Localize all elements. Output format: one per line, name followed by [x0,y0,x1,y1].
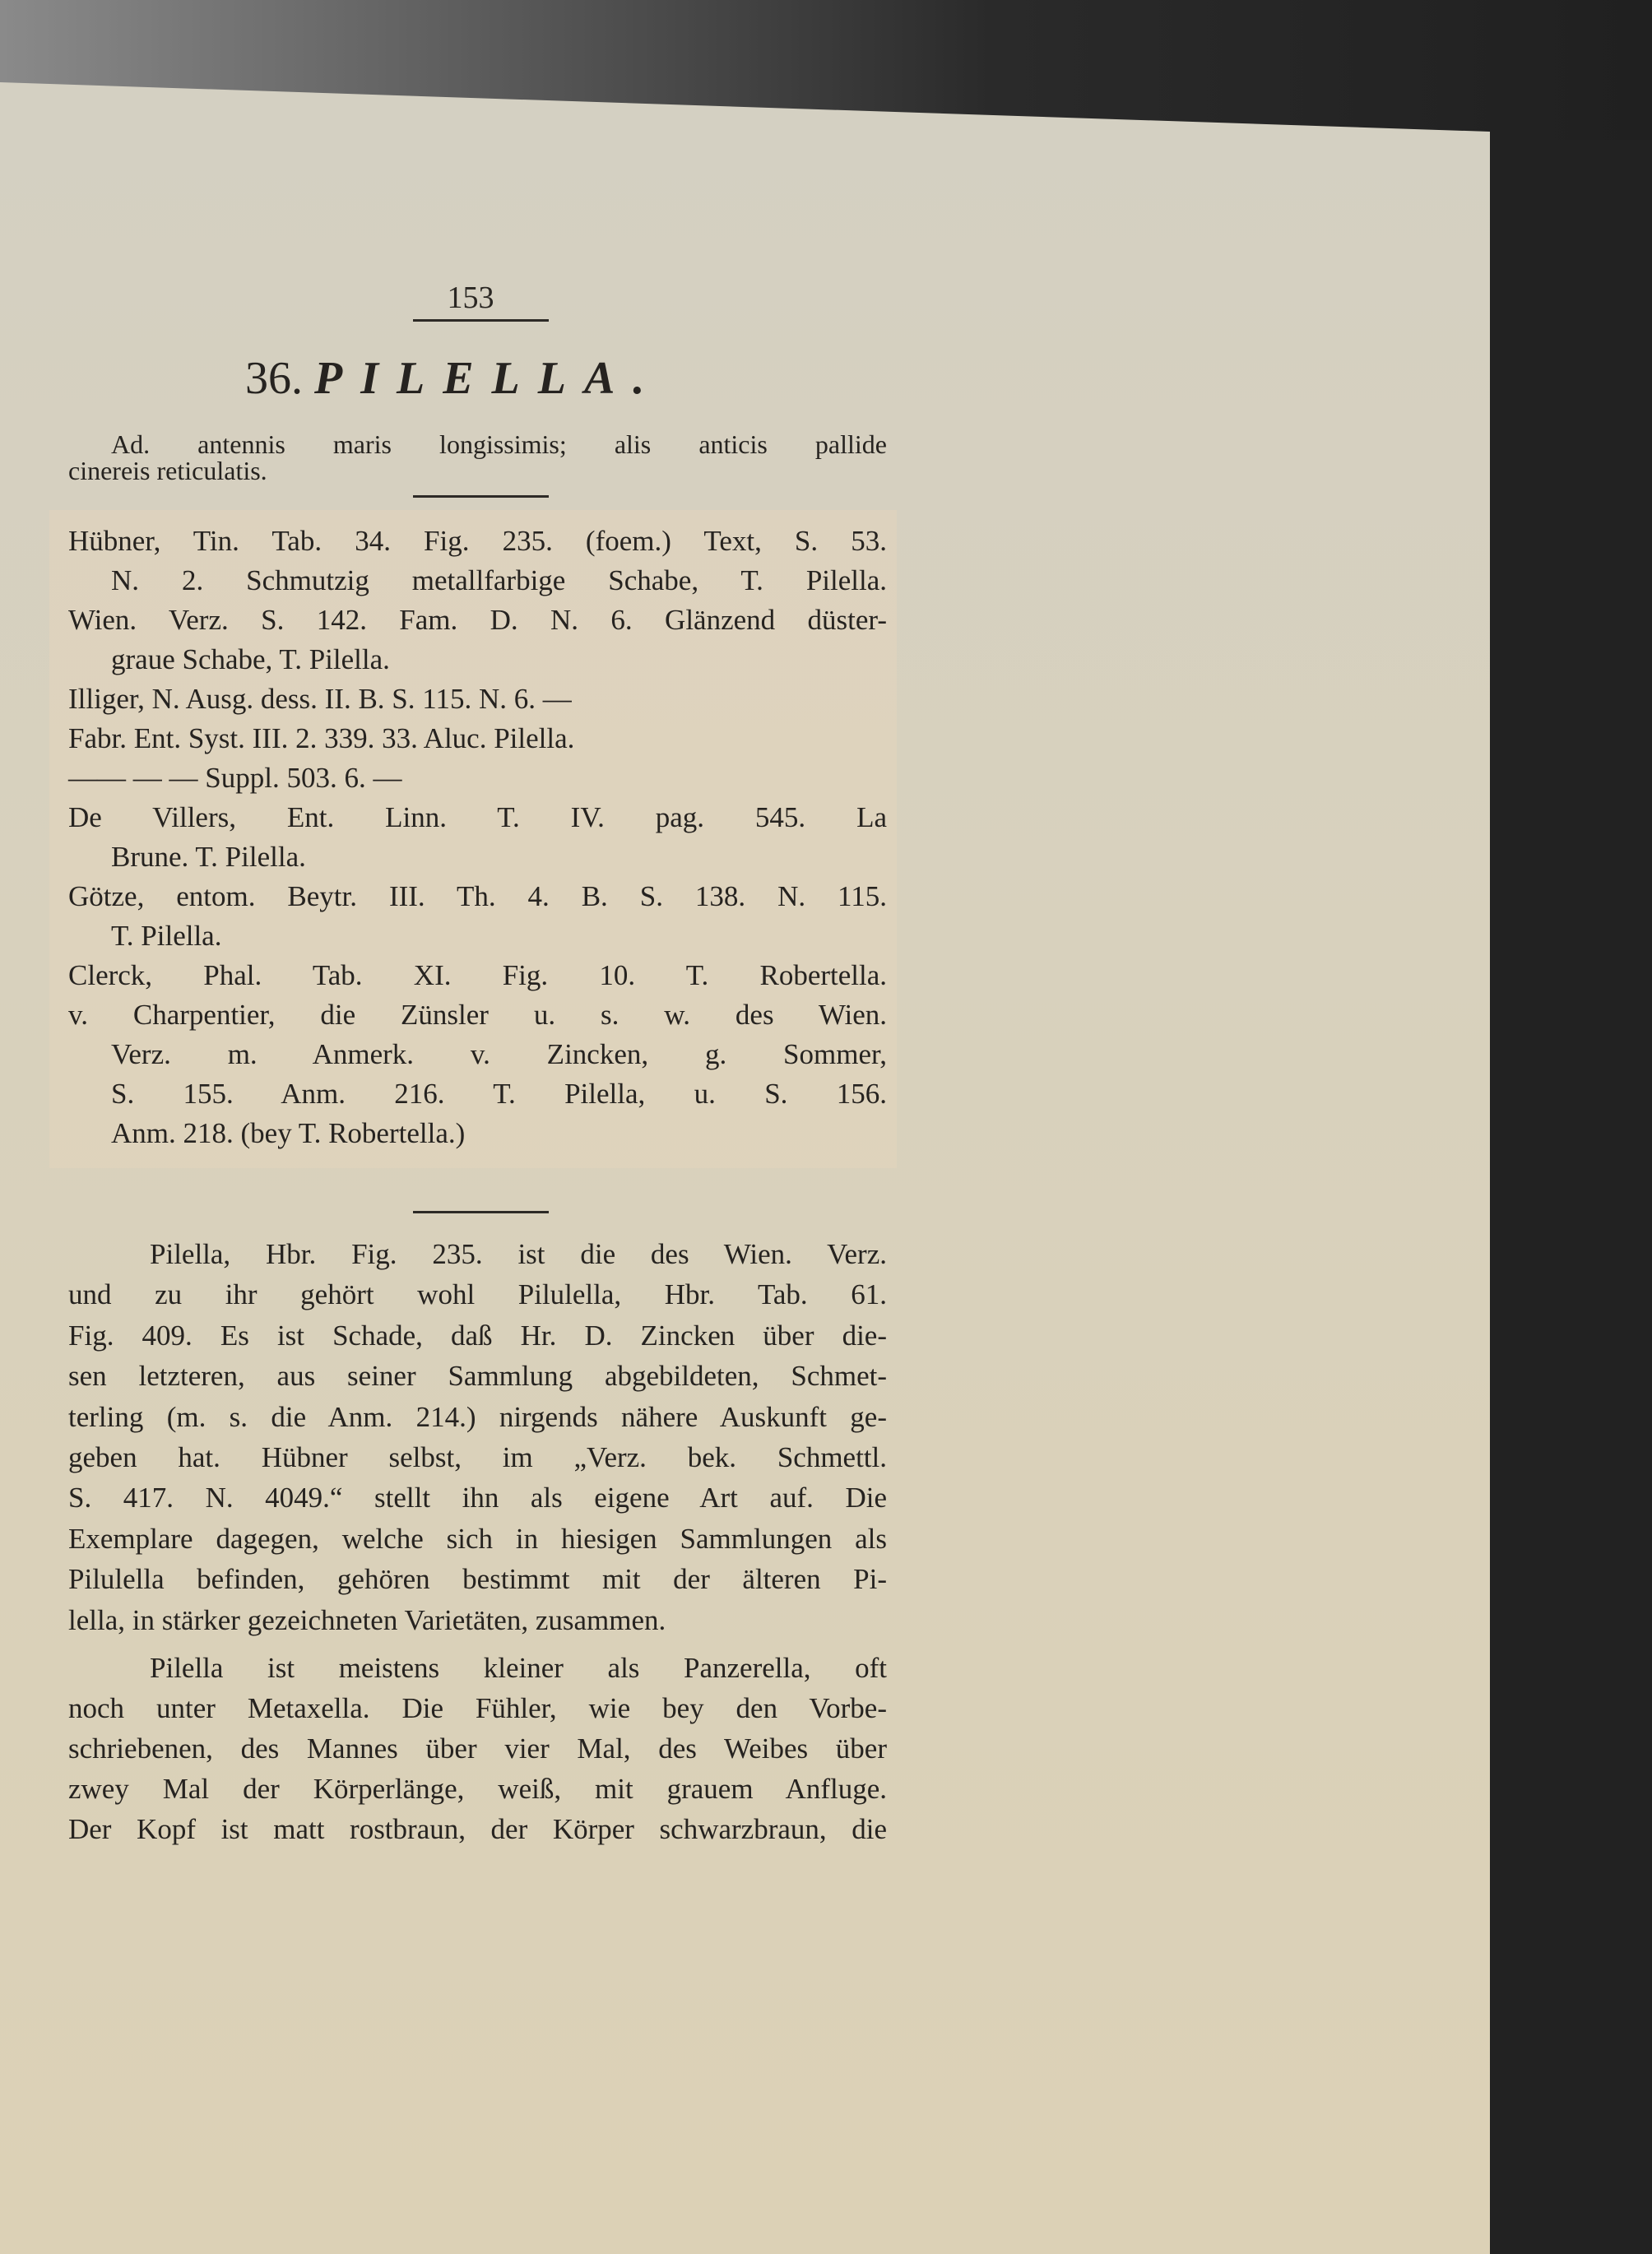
text-line: Fig. 409. Es ist Schade, daß Hr. D. Zincken über die- [68,1319,887,1352]
text-line: geben hat. Hübner selbst, im „Verz. bek. Schmettl. [68,1441,887,1473]
page-number-rule [413,319,549,322]
text-line: Pilulella befinden, gehören bestimmt mit der älteren Pi- [68,1563,887,1596]
text-line: und zu ihr gehört wohl Pilulella, Hbr. Tab. 61. [68,1278,887,1311]
book-page [0,82,1490,2254]
reference-line: graue Schabe, T. Pilella. [111,643,390,675]
reference-line: N. 2. Schmutzig metallfarbige Schabe, T. Pilella. [111,564,887,596]
reference-line: Anm. 218. (bey T. Robertella.) [111,1117,466,1149]
text-line: noch unter Metaxella. Die Fühler, wie bey den Vorbe- [68,1692,887,1724]
diagnosis-line: cinereis reticulatis. [68,456,267,485]
reference-line: Hübner, Tin. Tab. 34. Fig. 235. (foem.) Text, S. 53. [68,525,887,557]
reference-line: T. Pilella. [111,920,222,952]
text-line: Exemplare dagegen, welche sich in hiesigen Sammlungen als [68,1522,887,1555]
text-line: Pilella ist meistens kleiner als Panzerella, oft [150,1652,887,1684]
diagnosis-line: Ad. antennis maris longissimis; alis anticis pallide [111,429,887,459]
text-line: Der Kopf ist matt rostbraun, der Körper schwarzbraun, die [68,1813,887,1845]
section-rule [413,495,549,498]
text-line: S. 417. N. 4049.“ stellt ihn als eigene Art auf. Die [68,1482,887,1514]
reference-line: Wien. Verz. S. 142. Fam. D. N. 6. Glänzend düster- [68,604,887,636]
text-line: schriebenen, des Mannes über vier Mal, des Weibes über [68,1732,887,1765]
page-number: 153 [447,281,494,315]
reference-line: Götze, entom. Beytr. III. Th. 4. B. S. 138. N. 115. [68,880,887,912]
text-line: Pilella, Hbr. Fig. 235. ist die des Wien. Verz. [150,1238,887,1270]
reference-line: v. Charpentier, die Zünsler u. s. w. des Wien. [68,999,887,1031]
reference-line: —— — — Suppl. 503. 6. — [68,762,402,794]
reference-line: S. 155. Anm. 216. T. Pilella, u. S. 156. [111,1078,887,1110]
section-rule [413,1211,549,1213]
reference-line: Verz. m. Anmerk. v. Zincken, g. Sommer, [111,1038,887,1070]
reference-line: Fabr. Ent. Syst. III. 2. 339. 33. Aluc. Pilella. [68,722,575,754]
text-line: terling (m. s. die Anm. 214.) nirgends nähere Auskunft ge- [68,1400,887,1433]
species-title: PILELLA. [314,353,663,404]
text-line: zwey Mal der Körperlänge, weiß, mit grauem Anfluge. [68,1773,887,1805]
section-number: 36. [245,353,303,404]
text-line: sen letzteren, aus seiner Sammlung abgebildeten, Schmet- [68,1360,887,1393]
reference-line: De Villers, Ent. Linn. T. IV. pag. 545. La [68,801,887,833]
reference-line: Brune. T. Pilella. [111,841,306,873]
section-heading [245,352,662,405]
reference-line: Illiger, N. Ausg. dess. II. B. S. 115. N. 6. — [68,683,572,715]
reference-line: Clerck, Phal. Tab. XI. Fig. 10. T. Robertella. [68,959,887,991]
text-line: lella, in stärker gezeichneten Varietäten, zusammen. [68,1603,666,1636]
